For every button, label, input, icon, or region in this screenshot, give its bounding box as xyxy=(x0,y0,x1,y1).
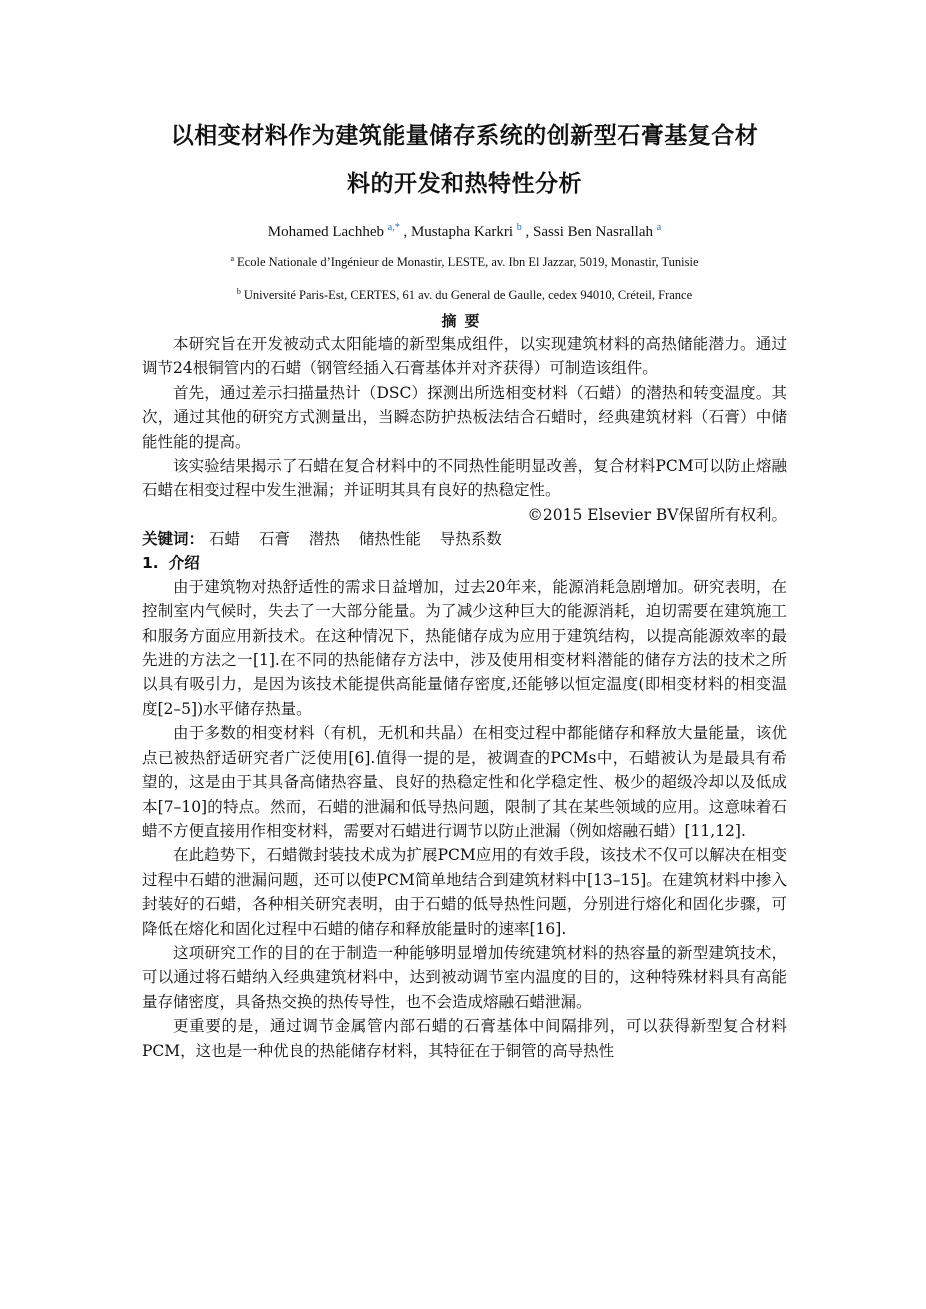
affiliation xyxy=(142,277,787,310)
section-paragraph: 这项研究工作的目的在于制造一种能够明显增加传统建筑材料的热容量的新型建筑技术，可以通过将石蜡纳入经典建筑材料中，达到被动调节室内温度的目的，这种特殊材料具有高能量存储密度，具备热交换的热传导性，也不会造成熔融石蜡泄漏。 xyxy=(142,943,787,1011)
paper-title xyxy=(142,112,787,208)
author-name: Sassi Ben Nasrallah xyxy=(533,224,653,240)
section-paragraph: 由于多数的相变材料（有机，无机和共晶）在相变过程中都能储存和释放大量能量，该优点已被热舒适研究者广泛使用[6].值得一提的是，被调查的PCMs中，石蜡被认为是最具有希望的，这是由于其具备高储热容量、良好的热稳定性和化学稳定性、极少的超级冷却以及低成本[7–10]的特点。然而，石蜡的泄漏和低导热问题，限制了其在某些领域的应用。这意味着石蜡不方便直接用作相变材料，需要对石蜡进行调节以防止泄漏（例如熔融石蜡）[11,12]. xyxy=(142,724,787,840)
author-affiliation-mark: b xyxy=(516,222,522,233)
section-title: 介绍 xyxy=(168,553,200,572)
section-paragraph: 在此趋势下，石蜡微封装技术成为扩展PCM应用的有效手段，该技术不仅可以解决在相变过程中石蜡的泄漏问题，还可以使PCM简单地结合到建筑材料中[13–15]。在建筑材料中掺入封装好的石蜡，各种相关研究表明，由于石蜡的低导热性问题，分别进行熔化和固化步骤，可降低在熔化和固化过程中石蜡的储存和释放能量时的速率[16]. xyxy=(142,846,787,938)
section-paragraph: 由于建筑物对热舒适性的需求日益增加，过去20年来，能源消耗急剧增加。研究表明，在控制室内气候时，失去了一大部分能量。为了减少这种巨大的能源消耗，迫切需要在建筑施工和服务方面应用新技术。在这种情况下，热能储存成为应用于建筑结构，以提高能源效率的最先进的方法之一[1].在不同的热能储存方法中，涉及使用相变材料潜能的储存方法的技术之所以具有吸引力，是因为该技术能提供高能量储存密度,还能够以恒定温度(即相变材料的相变温度[2–5])水平储存热量。 xyxy=(142,577,787,718)
affiliation-text: Ecole Nationale d’Ingénieur de Monastir, LESTE, av. Ibn El Jazzar, 5019, Monastir, Tunisie xyxy=(237,255,699,269)
abstract-heading: 摘要 xyxy=(441,312,488,330)
author-name: Mustapha Karkri xyxy=(410,224,514,240)
keyword: 导热系数 xyxy=(439,529,502,548)
keyword: 潜热 xyxy=(308,529,340,548)
keywords-label: 关键词： xyxy=(142,529,205,548)
section-heading xyxy=(142,551,787,575)
title-line-1: 以相变材料作为建筑能量储存系统的创新型石膏基复合材 xyxy=(170,123,759,149)
abstract-paragraph: 首先，通过差示扫描量热计（DSC）探测出所选相变材料（石蜡）的潜热和转变温度。其次，通过其他的研究方式测量出，当瞬态防护热板法结合石蜡时，经典建筑材料（石膏）中储能性能的提高。 xyxy=(142,383,787,451)
affiliation-mark: a xyxy=(230,254,235,263)
keyword: 储热性能 xyxy=(358,529,421,548)
section-number: 1. xyxy=(142,553,159,572)
keyword: 石蜡 xyxy=(208,529,240,548)
copyright-notice: ©2015 Elsevier BV保留所有权利。 xyxy=(527,505,787,524)
author-list: Mohamed Lachheb $^{a,*}$ , Mustapha Karkri $^b$ , Sassi Ben Nasrallah $^a$ xyxy=(267,222,662,240)
affiliation-text: Université Paris-Est, CERTES, 61 av. du General de Gaulle, cedex 94010, Créteil, France xyxy=(243,288,693,302)
title-line-2: 料的开发和热特性分析 xyxy=(347,171,582,197)
abstract-paragraph: 本研究旨在开发被动式太阳能墙的新型集成组件，以实现建筑材料的高热储能潜力。通过调节24根铜管内的石蜡（钢管经插入石膏基体并对齐获得）可制造该组件。 xyxy=(142,335,787,378)
paper-page xyxy=(142,112,787,1063)
affiliation-mark: b xyxy=(236,287,241,296)
affiliation xyxy=(142,244,787,277)
author-affiliation-mark: a,* xyxy=(387,222,400,233)
section-paragraph: 更重要的是，通过调节金属管内部石蜡的石膏基体中间隔排列，可以获得新型复合材料PCM，这也是一种优良的热能储存材料，其特征在于铜管的高导热性 xyxy=(142,1017,787,1060)
author-name: Mohamed Lachheb xyxy=(267,224,384,240)
author-affiliation-mark: a xyxy=(656,222,662,233)
keywords-line xyxy=(142,527,787,551)
keyword: 石膏 xyxy=(258,529,290,548)
abstract-paragraph: 该实验结果揭示了石蜡在复合材料中的不同热性能明显改善，复合材料PCM可以防止熔融石蜡在相变过程中发生泄漏；并证明其具有良好的热稳定性。 xyxy=(142,457,787,500)
